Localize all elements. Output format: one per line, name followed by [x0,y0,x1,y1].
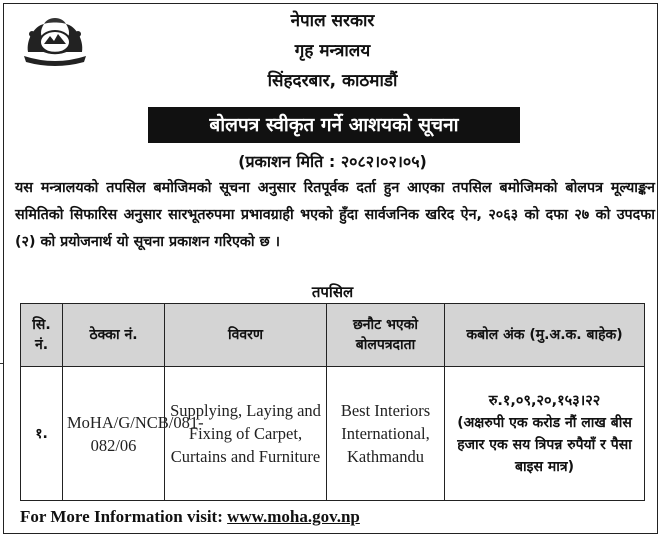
header-amount: कबोल अंक (मु.अ.क. बाहेक) [445,304,645,367]
cell-contract-no: MoHA/G/NCB/081-082/06 [63,367,165,501]
publication-date: (प्रकाशन मिति : २०८२।०२।०५) [238,152,427,171]
cell-sn: १. [21,367,63,501]
ministry-address: सिंहदरबार, काठमाडौं [267,71,398,91]
tender-table [20,303,645,501]
table-header-row [21,304,645,367]
government-name: नेपाल सरकार [290,11,375,31]
header-sn: सि. नं. [21,304,63,367]
table-row [21,367,645,501]
ministry-name: गृह मन्त्रालय [294,41,371,61]
website-link[interactable]: www.moha.gov.np [227,507,360,526]
schedule-label: तपसिल [311,283,354,301]
cell-description: Supplying, Laying and Fixing of Carpet, Curtains and Furniture [165,367,327,501]
amount-in-words: (अक्षरुपी एक करोड नौं लाख बीस हजार एक सय त्रिपन्न रुपैयाँ र पैसा बाइस मात्र) [457,414,632,475]
margin-tick [0,363,3,364]
footer-info [20,506,640,528]
header-bidder: छनौट भएको बोलपत्रदाता [327,304,445,367]
header-description: विवरण [165,304,327,367]
footer-label: For More Information visit: [20,507,228,526]
cell-bidder: Best Interiors International, Kathmandu [327,367,445,501]
header-contract-no: ठेक्का नं. [63,304,165,367]
notice-title: बोलपत्र स्वीकृत गर्ने आशयको सूचना [148,107,520,143]
amount-figure: रु.१,०९,२०,१५३।२२ [488,392,601,409]
notice-body: यस मन्त्रालयको तपसिल बमोजिमको सूचना अनुसार रितपूर्वक दर्ता हुन आएका तपसिल बमोजिमको बोलपत्र मूल्याङ्कन समितिको सिफारिस अनुसार सारभूतरुपमा प्रभावग्राही भएको हुँदा सार्वजनिक खरिद ऐन, २०६३ को दफा २७ को उपदफा (२) को प्रयोजनार्थ यो सूचना प्रकाशन गरिएको छ । [15,180,655,250]
cell-amount [445,367,645,501]
